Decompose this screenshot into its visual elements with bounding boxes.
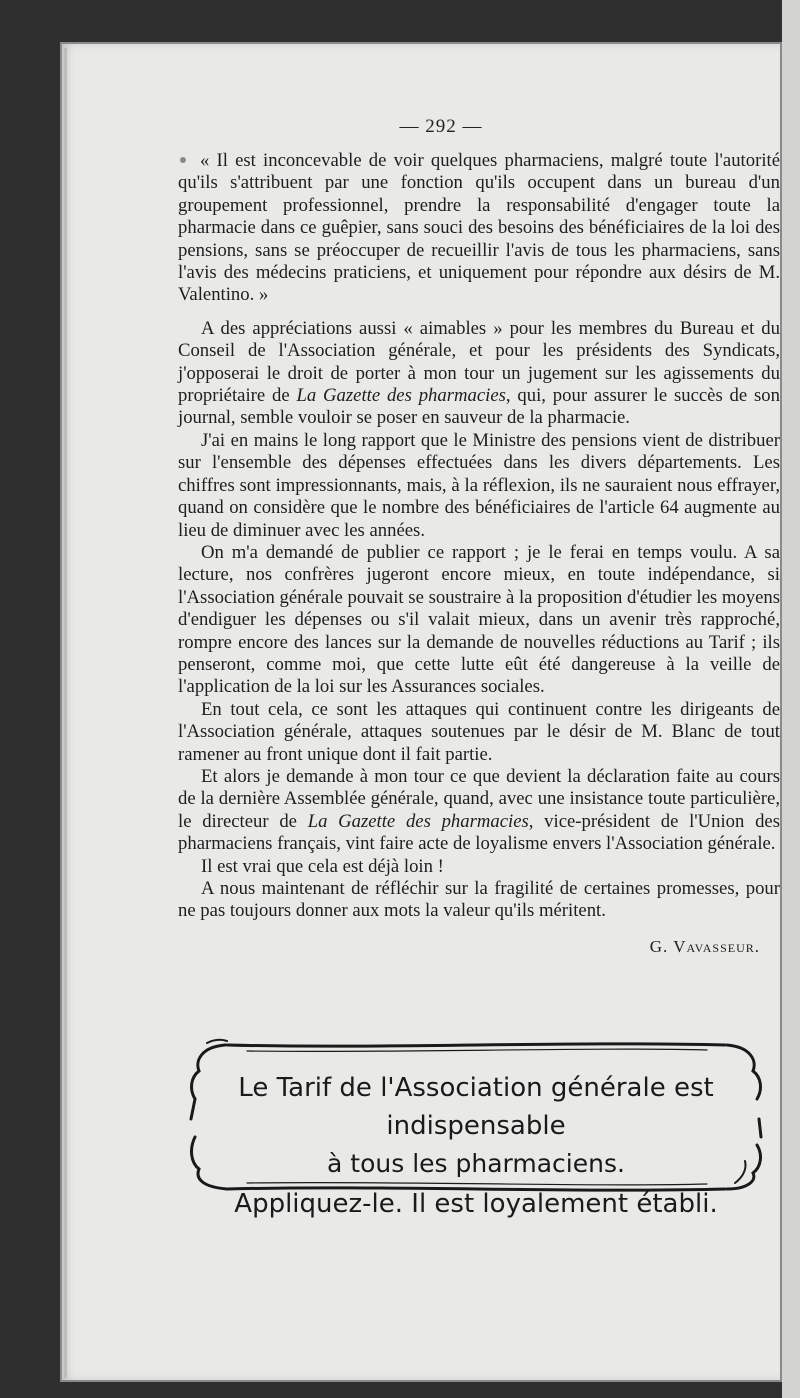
journal-title: La Gazette des pharmacies	[296, 385, 506, 407]
advert-line-2: à tous les pharmaciens.	[327, 1149, 625, 1178]
article-paragraph: Il est vrai que cela est déjà loin !	[201, 855, 444, 877]
article-paragraph: En tout cela, ce sont les attaques qui continuent contre les dirigeants de l'Association générale, attaques soutenues par le désir de M. Blanc de tout ramener au front unique dont il fait partie.	[178, 698, 780, 765]
advert-text	[187, 1067, 765, 1223]
article-paragraph: Et alors je demande à mon tour ce que devient la déclaration faite au cours de la dernière Assemblée générale, quand, avec une insistance toute particulière, le directeur de La Gazette des pharmacies, vice-président de l'Union des pharmaciens français, vint faire acte de loyalisme envers l'Association générale.	[178, 765, 780, 855]
article-paragraph: On m'a demandé de publier ce rapport ; je le ferai en temps voulu. A sa lecture, nos confrères jugeront encore mieux, en toute indépendance, si l'Association générale pouvait se soustraire à la proposition d'étudier les moyens d'endiguer les dépenses ou s'il valait mieux, dans un avenir très rapproché, rompre encore des lances sur la demande de nouvelles réductions au Tarif ; ils penseront, comme moi, que cette lutte eût été dangereuse à la veille de l'application de la loi sur les Assurances sociales.	[178, 541, 780, 698]
advert-box	[187, 1037, 765, 1219]
advert-line-3: Appliquez-le. Il est loyalement établi.	[234, 1189, 718, 1219]
page-number: — 292 —	[399, 116, 483, 137]
article-paragraph: A nous maintenant de réfléchir sur la fragilité de certaines promesses, pour ne pas toujours donner aux mots la valeur qu'ils méritent.	[178, 878, 780, 922]
author-signature: G. Vavasseur.	[649, 936, 760, 956]
quoted-paragraph: « Il est inconcevable de voir quelques pharmaciens, malgré toute l'autorité qu'ils s'attribuent par une fonction qu'ils occupent dans un bureau d'un groupement professionnel, prendre la responsabilité d'engager toute la pharmacie dans ce guêpier, sans souci des besoins des bénéficiaires de la loi des pensions, sans se préoccuper de recueillir l'avis de tous les pharmaciens, sans l'avis des médecins praticiens, et uniquement pour répondre aux désirs de M. Valentino. »	[178, 150, 780, 306]
page-background-edge	[782, 0, 800, 1398]
article-paragraph: A des appréciations aussi « aimables » pour les membres du Bureau et du Conseil de l'Association générale, et pour les présidents des Syndicats, j'opposerai le droit de porter à mon tour un jugement sur les agissements du propriétaire de La Gazette des pharmacies, qui, pour assurer le succès de son journal, semble vouloir se poser en sauveur de la pharmacie.	[178, 317, 780, 429]
page-binding-edge	[64, 48, 67, 1378]
article-paragraph: J'ai en mains le long rapport que le Ministre des pensions vient de distribuer sur l'ensemble des dépenses effectuées dans les divers départements. Les chiffres sont impressionnants, mais, à la réflexion, ils ne sauraient nous effrayer, quand on considère que le nombre des bénéficiaires de l'article 64 augmente au lieu de diminuer avec les années.	[178, 429, 780, 541]
journal-title: La Gazette des pharmacies	[307, 810, 529, 832]
advert-line-1: Le Tarif de l'Association générale est indispensable	[238, 1073, 714, 1141]
article-body	[178, 150, 780, 958]
